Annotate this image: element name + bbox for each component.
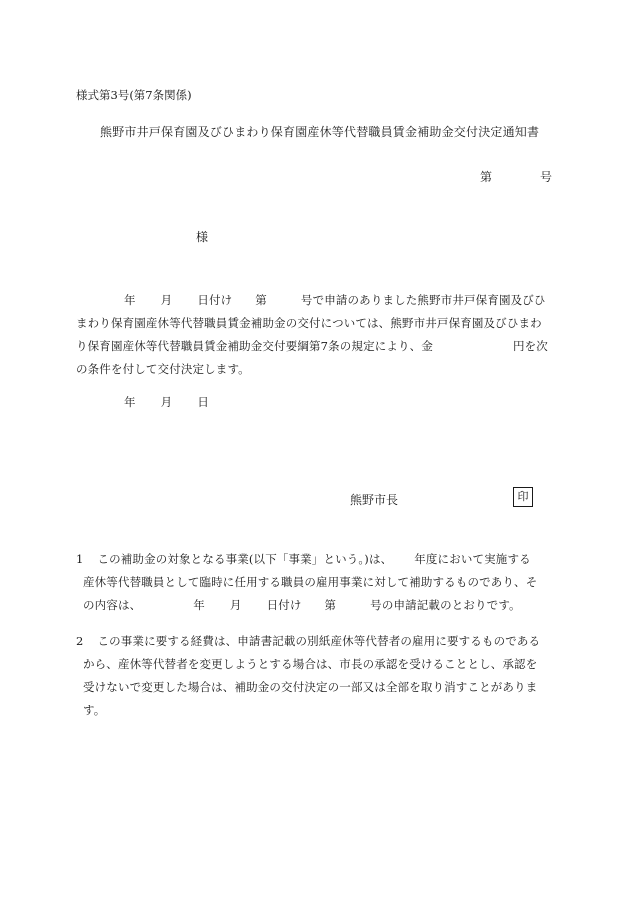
issue-month-unit: 月 [160,395,173,409]
condition-1-line-1-a: この補助金の対象となる事業(以下「事業」という。)は、 [97,552,393,566]
body-line-2: まわり保育園産休等代替職員賃金補助金の交付については、熊野市井戸保育園及びひまわ [76,316,542,330]
condition-2-line-3: 受けないで変更した場合は、補助金の交付決定の一部又は全部を取り消すことがありま [83,680,538,694]
condition-1-dated-label: 日付け [266,598,302,612]
form-id: 様式第3号(第7条関係) [76,88,192,102]
condition-2-line-1-text: この事業に要する経費は、申請書記載の別紙産休等代替者の雇用に要するものである [97,634,541,648]
condition-1-line-3-a: の内容は、 [83,598,142,612]
doc-number-prefix: 第 [480,170,493,184]
seal-mark: 印 [513,487,533,507]
condition-1-line-1 [76,548,552,571]
number-prefix: 第 [255,293,267,307]
condition-1 [76,548,552,617]
condition-1-line-3 [76,594,552,617]
date-month-unit: 月 [160,293,173,307]
condition-1-line-2: 産休等代替職員として臨時に任用する職員の雇用事業に対して補助するものであり、そ [83,575,538,589]
condition-1-line-1-b: 年度において実施する [414,552,531,566]
body-paragraph [76,289,552,381]
condition-1-month-unit: 月 [229,598,242,612]
condition-1-year-unit: 年 [193,598,205,612]
condition-2 [76,630,552,722]
addressee-honorific: 様 [196,230,209,244]
condition-1-line-3-rest: 号の申請記載のとおりです。 [370,598,521,612]
body-line-3 [76,335,552,358]
body-line-1 [76,289,552,312]
issue-date [76,391,552,414]
body-line-4: の条件を付して交付決定します。 [76,362,250,376]
document-title: 熊野市井戸保育園及びひまわり保育園産休等代替職員賃金補助金交付決定通知書 [100,125,540,139]
condition-2-number: 2 [76,634,84,648]
condition-2-line-4: す。 [83,703,106,717]
condition-1-number-prefix: 第 [324,598,337,612]
date-year-unit: 年 [124,293,136,307]
doc-number-suffix: 号 [540,170,553,184]
issue-year-unit: 年 [124,395,136,409]
condition-2-line-1 [76,630,552,653]
body-line-3-a: り保育園産休等代替職員賃金補助金交付要綱第7条の規定により、金 [76,339,433,353]
date-dated-label: 日付け [197,293,233,307]
condition-2-line-2: から、産休等代替者を変更しようとする場合は、市長の承認を受けることとし、承認を [83,657,538,671]
body-line-3-b: 円を次 [512,339,548,353]
issuer-name: 熊野市長 [350,493,399,507]
condition-1-number: 1 [76,552,84,566]
issue-day-unit: 日 [197,395,209,409]
body-line-1-rest: 号で申請のありました熊野市井戸保育園及びひ [300,293,546,307]
